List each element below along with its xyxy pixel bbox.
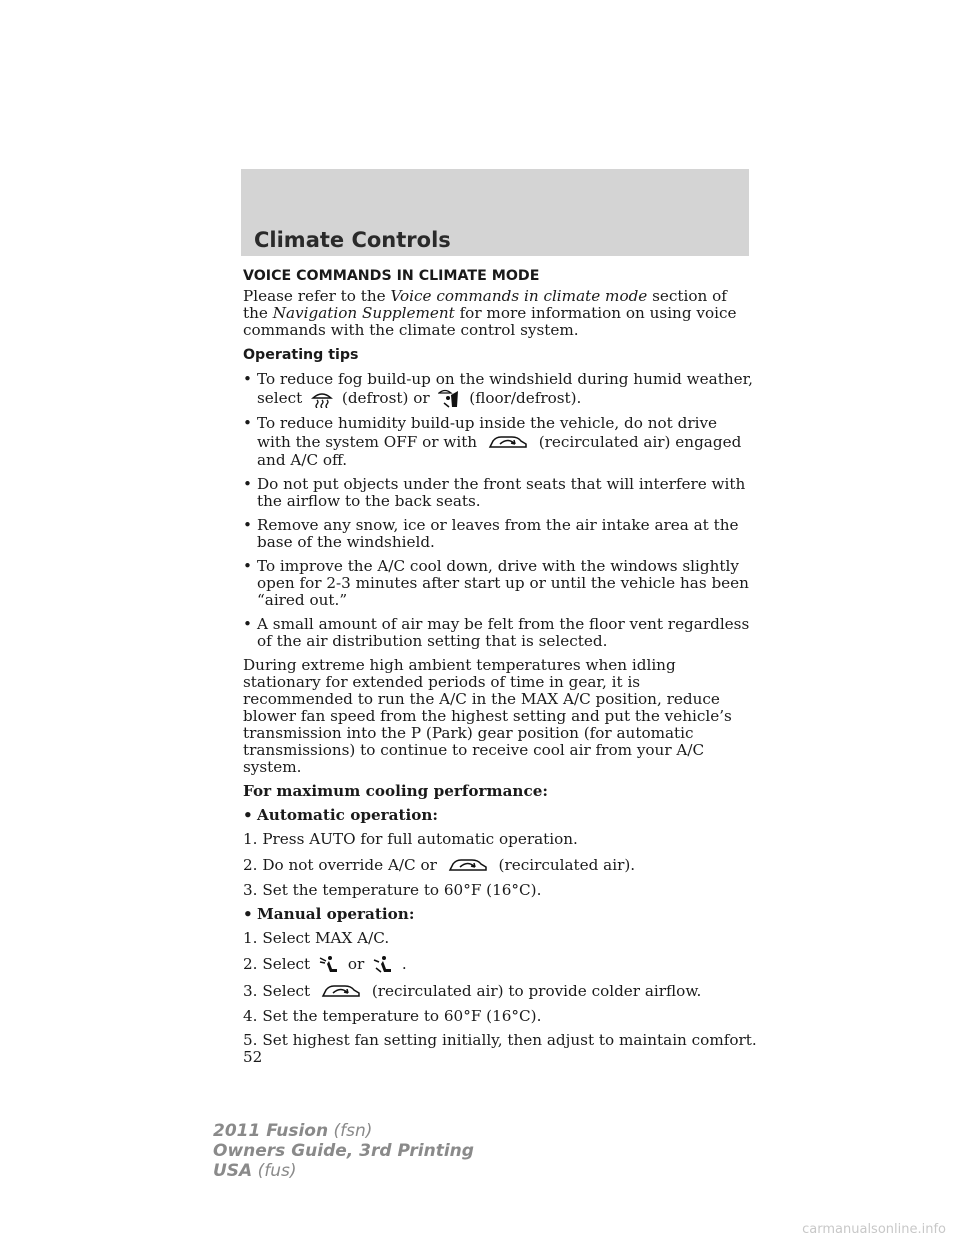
manual-step-5: 5. Set highest fan setting initially, then adjust to maintain comfort.	[243, 1031, 757, 1049]
bullet: •	[243, 475, 252, 493]
tip-humidity-text-a: To reduce humidity build-up inside the vehicle, do not drive with the system OFF or with	[257, 414, 718, 451]
bullet: •	[243, 557, 252, 575]
footer-market-code: (fus)	[257, 1161, 297, 1181]
manual-step-2-text-c: .	[401, 955, 407, 973]
manual-operation-text: Manual operation:	[257, 905, 415, 923]
auto-step-2	[243, 855, 753, 875]
tip-seats-text: Do not put objects under the front seats that will interfere with the airflow to the back seats.	[257, 475, 746, 510]
panel-vent-icon	[319, 954, 339, 974]
footer-model-code: (fsn)	[333, 1121, 373, 1141]
auto-step-1: 1. Press AUTO for full automatic operation.	[243, 830, 578, 848]
intro-text-1: Please refer to the	[243, 287, 386, 305]
panel-floor-vent-icon	[373, 954, 393, 974]
automatic-operation-label	[243, 807, 753, 824]
footer-line-2: Owners Guide, 3rd Printing	[213, 1141, 474, 1161]
manual-step-1: 1. Select MAX A/C.	[243, 929, 390, 947]
auto-step-2-text-a: 2. Do not override A/C or	[243, 856, 437, 874]
manual-operation-label	[243, 906, 753, 923]
document-footer	[213, 1121, 474, 1181]
operating-tips-heading: Operating tips	[243, 347, 359, 363]
manual-step-2-text-b: or	[347, 955, 365, 973]
tip-fog-text-a: To reduce fog build-up on the windshield during humid weather, select	[257, 370, 754, 407]
tip-fog	[243, 371, 753, 408]
page-number: 52	[243, 1048, 263, 1066]
tip-floor-vent	[243, 616, 753, 650]
tip-fog-text-b: (defrost) or	[341, 389, 430, 407]
manual-step-2	[243, 954, 753, 974]
auto-step-3: 3. Set the temperature to 60°F (16°C).	[243, 881, 542, 899]
bullet: •	[243, 516, 252, 534]
manual-step-3-text-b: (recirculated air) to provide colder airflow.	[371, 982, 702, 1000]
bullet: •	[243, 806, 253, 824]
defrost-icon	[311, 390, 333, 408]
footer-line-1	[213, 1121, 474, 1141]
automatic-operation-text: Automatic operation:	[257, 806, 439, 824]
recirculated-air-icon	[321, 981, 361, 1001]
recirculated-air-icon	[488, 432, 528, 452]
bullet: •	[243, 370, 252, 388]
manual-step-4: 4. Set the temperature to 60°F (16°C).	[243, 1007, 542, 1025]
max-cooling-heading: For maximum cooling performance:	[243, 782, 548, 800]
manual-step-2-text-a: 2. Select	[243, 955, 311, 973]
voice-commands-paragraph	[243, 288, 753, 339]
page-content	[243, 268, 757, 1066]
ref-doc-link: Navigation Supplement	[272, 304, 455, 322]
tip-cooldown	[243, 558, 753, 609]
tip-intake-text: Remove any snow, ice or leaves from the air intake area at the base of the windshield.	[257, 516, 739, 551]
intro-text-3: for more information on using voice commands with the climate control system.	[243, 304, 737, 339]
auto-step-2-text-b: (recirculated air).	[498, 856, 636, 874]
bullet: •	[243, 414, 252, 432]
bullet: •	[243, 905, 253, 923]
bullet: •	[243, 615, 252, 633]
intro-text-2: section of the	[243, 287, 727, 322]
manual-step-3-text-a: 3. Select	[243, 982, 311, 1000]
floor-defrost-icon	[438, 388, 460, 408]
watermark: carmanualsonline.info	[802, 1222, 946, 1237]
tip-floor-vent-text: A small amount of air may be felt from the floor vent regardless of the air distribution setting that is selected.	[257, 615, 750, 650]
tip-humidity-text-b: (recirculated air) engaged and A/C off.	[257, 433, 742, 469]
footer-market: USA	[213, 1161, 253, 1181]
tip-humidity	[243, 415, 753, 469]
recirculated-air-icon	[448, 855, 488, 875]
footer-model: 2011 Fusion	[213, 1121, 329, 1141]
extreme-temperature-paragraph: During extreme high ambient temperatures when idling stationary for extended periods of time in gear, it is recommended to run the A/C in the MAX A/C position, reduce blower fan speed from the highest setting and put the vehicle’s transmission into the P (Park) gear position (for automatic transmissions) to continue to receive cool air from your A/C system.	[243, 656, 732, 776]
manual-step-3	[243, 981, 753, 1001]
tip-fog-text-c: (floor/defrost).	[469, 389, 582, 407]
tip-intake	[243, 517, 753, 551]
ref-section-link: Voice commands in climate mode	[390, 287, 648, 305]
footer-line-3	[213, 1161, 474, 1181]
tip-seats	[243, 476, 753, 510]
tip-cooldown-text: To improve the A/C cool down, drive with the windows slightly open for 2-3 minutes after start up or until the vehicle has been “aired out.”	[257, 557, 749, 609]
voice-commands-heading: VOICE COMMANDS IN CLIMATE MODE	[243, 268, 540, 284]
section-title: Climate Controls	[254, 228, 451, 252]
